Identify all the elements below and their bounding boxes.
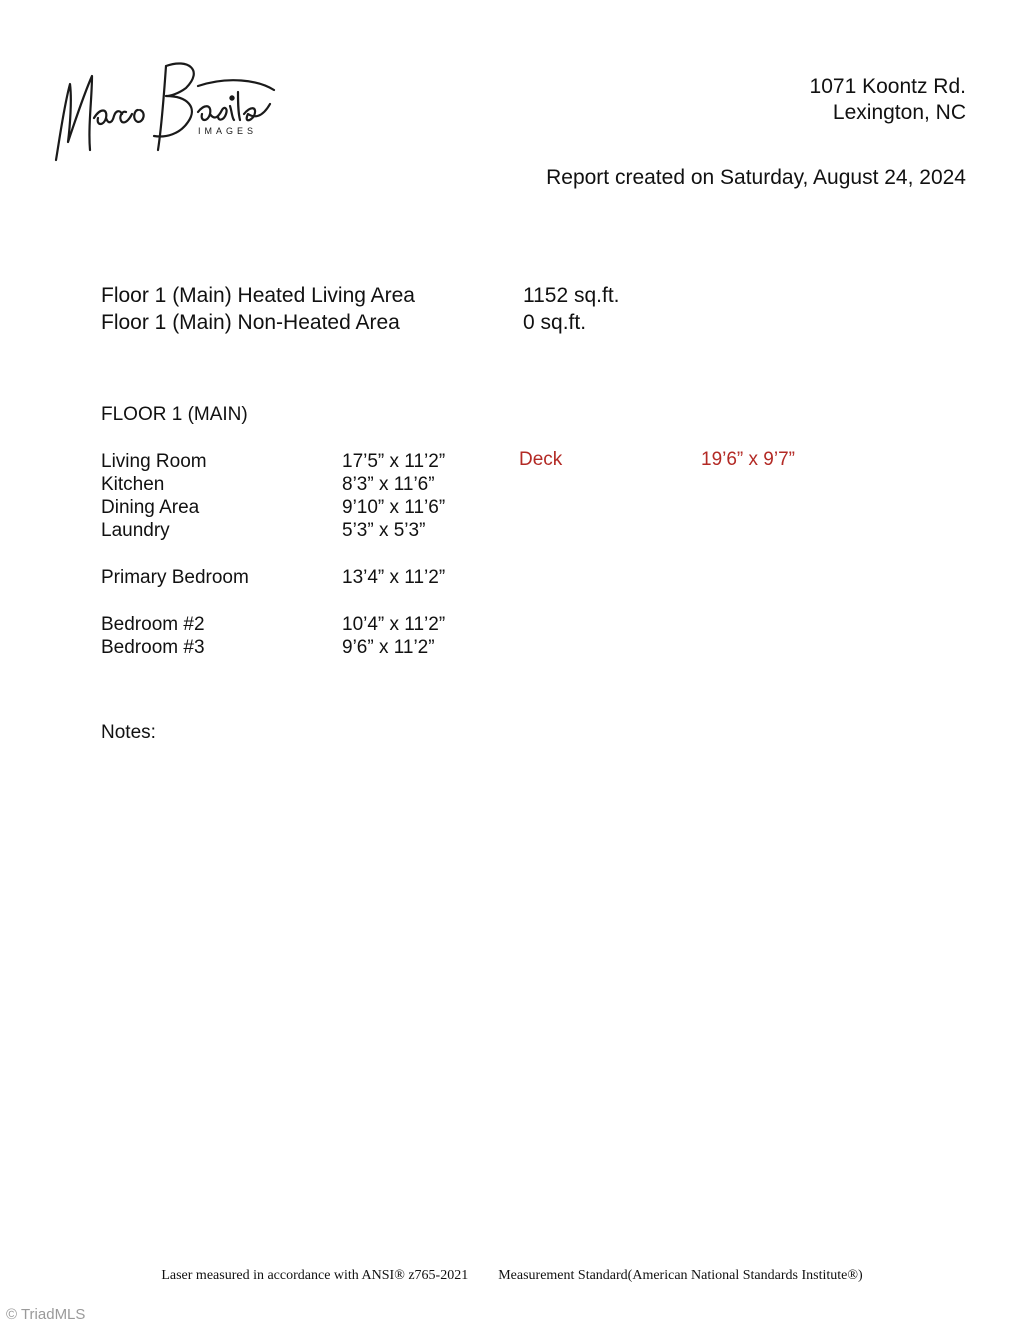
- area-value: 1152 sq.ft.: [523, 284, 620, 307]
- room-dimensions: 5’3” x 5’3”: [342, 520, 426, 541]
- outdoor-name: Deck: [519, 449, 563, 470]
- room-name: Living Room: [101, 451, 207, 472]
- footer-left: Laser measured in accordance with ANSI® z765-2021: [161, 1268, 469, 1283]
- report-date: Report created on Saturday, August 24, 2024: [546, 166, 966, 189]
- room-dimensions: 8’3” x 11’6”: [342, 474, 435, 495]
- area-value: 0 sq.ft.: [523, 311, 587, 334]
- footer-right: Measurement Standard(American National Standards Institute®): [498, 1268, 863, 1283]
- notes-label: Notes:: [101, 722, 156, 743]
- room-dimensions: 10’4” x 11’2”: [342, 614, 446, 635]
- room-name: Kitchen: [101, 474, 165, 495]
- logo-subtitle: IMAGES: [198, 126, 258, 136]
- room-row: [101, 566, 901, 589]
- room-row: [101, 519, 901, 542]
- room-name: Bedroom #3: [101, 637, 205, 658]
- room-dimensions: 17’5” x 11’2”: [342, 451, 446, 472]
- room-dimensions: 13’4” x 11’2”: [342, 567, 446, 588]
- room-name: Dining Area: [101, 497, 200, 518]
- area-label: Floor 1 (Main) Non-Heated Area: [101, 311, 400, 334]
- brand-logo: [48, 46, 288, 170]
- outdoor-dimensions: 19’6” x 9’7”: [701, 449, 795, 470]
- room-name: Laundry: [101, 520, 170, 541]
- measurement-standard-note: [0, 1266, 1024, 1286]
- rooms-list: [101, 450, 901, 659]
- mls-watermark: © TriadMLS: [6, 1306, 86, 1323]
- area-summary: [101, 282, 701, 336]
- room-dimensions: 9’6” x 11’2”: [342, 637, 435, 658]
- area-row-non-heated: [101, 309, 701, 336]
- signature-logo-graphic: [48, 46, 288, 170]
- room-row: [101, 496, 901, 519]
- room-name: Bedroom #2: [101, 614, 205, 635]
- area-label: Floor 1 (Main) Heated Living Area: [101, 284, 415, 307]
- address-street: 1071 Koontz Rd.: [809, 75, 966, 98]
- address-city: Lexington, NC: [832, 101, 966, 124]
- room-name: Primary Bedroom: [101, 567, 249, 588]
- room-row: [101, 636, 901, 659]
- room-row: [101, 613, 901, 636]
- room-row: [101, 473, 901, 496]
- area-row-heated: [101, 282, 701, 309]
- floor-title: FLOOR 1 (MAIN): [101, 404, 248, 425]
- property-address: [810, 74, 966, 126]
- room-dimensions: 9’10” x 11’6”: [342, 497, 446, 518]
